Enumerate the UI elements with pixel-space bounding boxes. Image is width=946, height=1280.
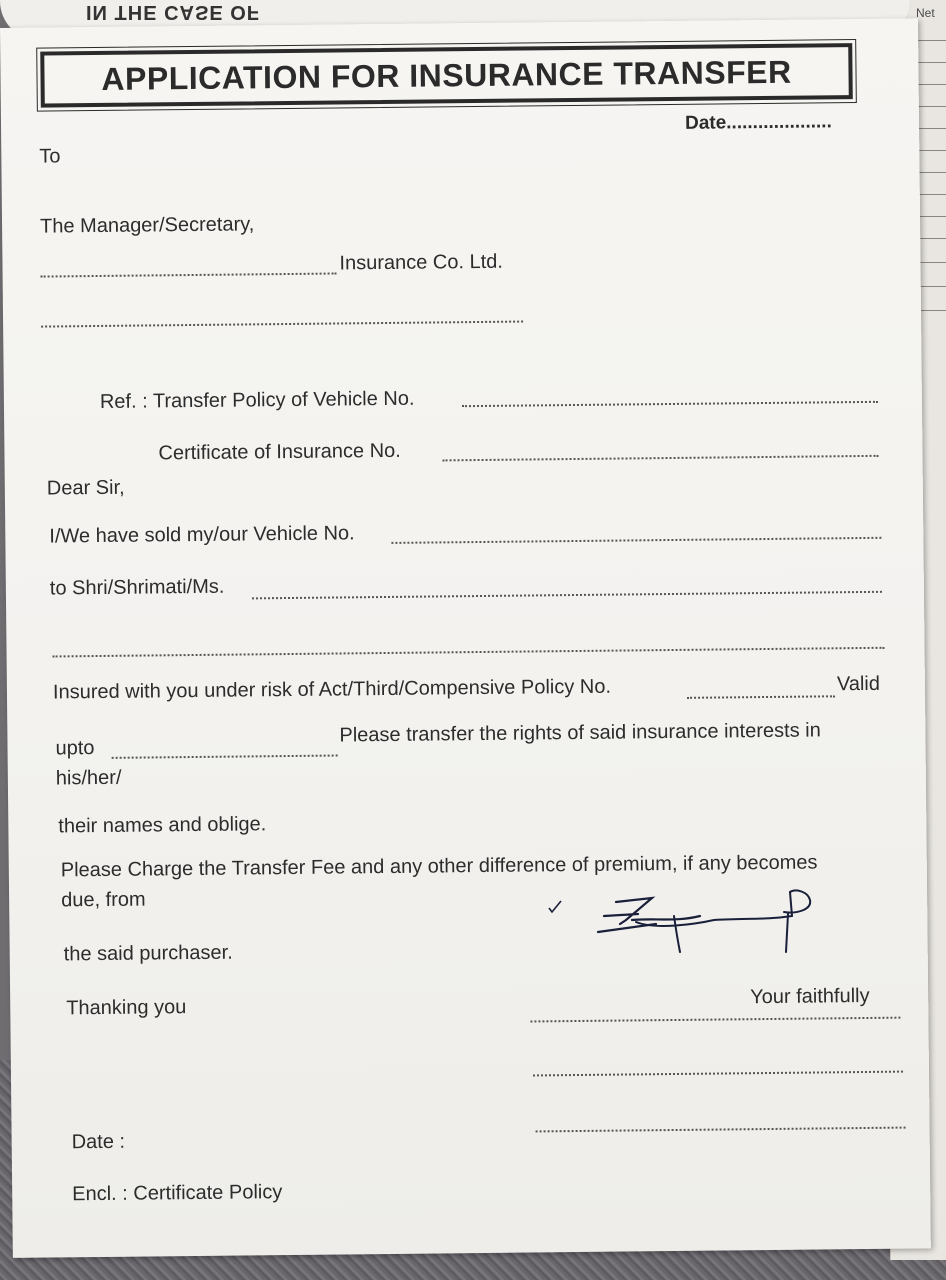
company-name-field[interactable] <box>41 272 337 277</box>
buyer-name-field[interactable] <box>252 591 882 600</box>
signature-line-1[interactable] <box>530 1017 900 1023</box>
valid-upto-field[interactable] <box>112 755 338 759</box>
transfer-rights-text: Please transfer the rights of said insurance interests in <box>339 719 821 747</box>
certificate-label: Certificate of Insurance No. <box>158 439 401 465</box>
buyer-address-field[interactable] <box>53 647 885 658</box>
signature-line-2[interactable] <box>533 1071 903 1077</box>
salutation: Dear Sir, <box>46 476 125 500</box>
insured-policy-label: Insured with you under risk of Act/Third/Compensive Policy No. <box>52 675 612 704</box>
thanking-text: Thanking you <box>66 996 187 1020</box>
sold-vehicle-label: I/We have sold my/our Vehicle No. <box>49 522 355 548</box>
application-form <box>0 18 931 1258</box>
tick-mark-icon <box>546 898 564 916</box>
form-title-box <box>40 43 853 108</box>
policy-no-field[interactable] <box>687 695 835 699</box>
upto-label: upto <box>55 737 95 760</box>
enclosure-text: Encl. : Certificate Policy <box>72 1181 283 1206</box>
their-names-text: their names and oblige. <box>58 813 267 838</box>
to-shri-label: to Shri/Shrimati/Ms. <box>49 575 225 600</box>
ref-label: Ref. : Transfer Policy of Vehicle No. <box>99 387 415 413</box>
to-label: To <box>39 145 61 168</box>
your-faithfully-text: Your faithfully <box>750 984 870 1009</box>
certificate-no-field[interactable] <box>443 455 879 462</box>
valid-label: Valid <box>836 672 881 696</box>
his-her-text: his/her/ <box>55 766 122 790</box>
insurance-co-label: Insurance Co. Ltd. <box>339 250 504 275</box>
form-title: APPLICATION FOR INSURANCE TRANSFER <box>101 53 792 97</box>
underlying-page-label: Net <box>916 6 935 20</box>
date-top-label: Date.................... <box>684 111 832 134</box>
signature-icon <box>596 880 826 960</box>
said-purchaser-text: the said purchaser. <box>63 941 233 966</box>
due-from-text: due, from <box>61 888 146 912</box>
signature-line-3[interactable] <box>536 1127 906 1133</box>
date-bottom-label: Date : <box>71 1130 126 1154</box>
flipped-header-text: IN THE CASE OF <box>86 1 261 23</box>
sold-vehicle-no-field[interactable] <box>391 537 881 544</box>
addressee: The Manager/Secretary, <box>39 213 255 238</box>
address-field[interactable] <box>41 321 523 328</box>
charge-fee-text: Please Charge the Transfer Fee and any other difference of premium, if any becomes <box>60 851 818 882</box>
vehicle-no-ref-field[interactable] <box>462 401 878 407</box>
